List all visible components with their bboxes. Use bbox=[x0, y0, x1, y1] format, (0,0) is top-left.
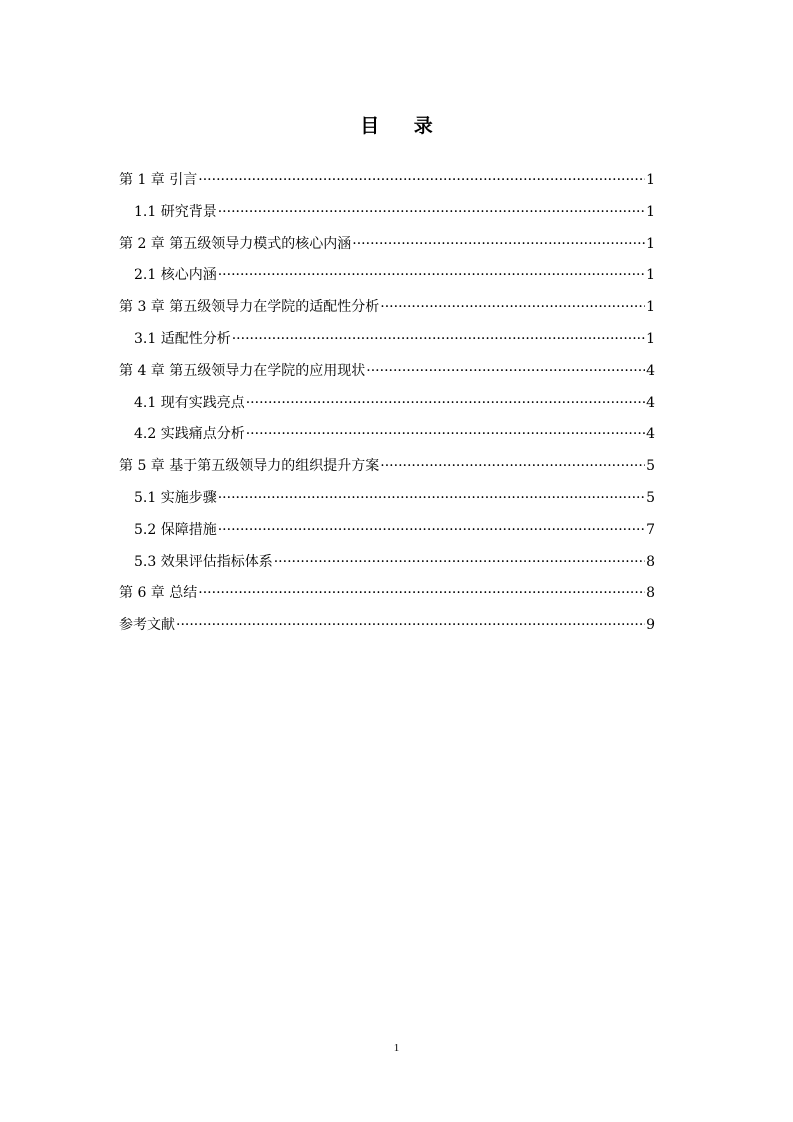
toc-entry-title: 4.2 实践痛点分析 bbox=[134, 426, 245, 443]
toc-entry-title: 4.1 现有实践亮点 bbox=[134, 394, 245, 411]
toc-entry-page: 1 bbox=[646, 330, 655, 347]
toc-entry-page: 4 bbox=[646, 362, 655, 379]
toc-entry-section-4-1[interactable] bbox=[119, 391, 655, 423]
toc-entry-chapter-6[interactable] bbox=[119, 581, 655, 613]
toc-entry-page: 8 bbox=[646, 553, 655, 570]
toc-entry-page: 7 bbox=[646, 521, 655, 538]
toc-dot-leader bbox=[232, 327, 645, 351]
toc-dot-leader bbox=[218, 263, 645, 287]
toc-dot-leader bbox=[198, 168, 645, 192]
page-title: 目 录 bbox=[360, 115, 447, 137]
toc-entry-chapter-1[interactable] bbox=[119, 168, 655, 200]
toc-dot-leader bbox=[246, 422, 645, 446]
toc-entry-page: 1 bbox=[646, 172, 655, 188]
toc-entry-page: 5 bbox=[646, 489, 655, 506]
toc-entry-title: 5.3 效果评估指标体系 bbox=[134, 553, 273, 570]
toc-entry-page: 5 bbox=[646, 458, 655, 475]
toc-entry-title: 第 5 章 基于第五级领导力的组织提升方案 bbox=[119, 458, 380, 475]
toc-entry-title: 第 6 章 总结 bbox=[119, 585, 198, 602]
page-number: 1 bbox=[393, 1042, 400, 1054]
toc-entry-page: 1 bbox=[646, 203, 655, 220]
table-of-contents bbox=[119, 168, 655, 645]
toc-entry-section-5-1[interactable] bbox=[119, 486, 655, 518]
toc-entry-title: 第 4 章 第五级领导力在学院的应用现状 bbox=[119, 362, 366, 379]
toc-entry-page: 4 bbox=[646, 426, 655, 443]
toc-entry-section-4-2[interactable] bbox=[119, 422, 655, 454]
toc-entry-title: 3.1 适配性分析 bbox=[134, 330, 231, 347]
toc-dot-leader bbox=[352, 232, 645, 256]
toc-entry-section-5-3[interactable] bbox=[119, 550, 655, 582]
toc-entry-page: 9 bbox=[646, 617, 655, 634]
toc-entry-title: 5.2 保障措施 bbox=[134, 521, 217, 538]
toc-dot-leader bbox=[380, 454, 645, 478]
toc-entry-chapter-5[interactable] bbox=[119, 454, 655, 486]
toc-entry-title: 第 3 章 第五级领导力在学院的适配性分析 bbox=[119, 299, 380, 316]
toc-entry-page: 1 bbox=[646, 267, 655, 284]
toc-entry-chapter-3[interactable] bbox=[119, 295, 655, 327]
toc-dot-leader bbox=[218, 486, 645, 510]
toc-entry-references[interactable] bbox=[119, 613, 655, 645]
toc-dot-leader bbox=[274, 550, 645, 574]
toc-entry-title: 第 2 章 第五级领导力模式的核心内涵 bbox=[119, 235, 352, 252]
toc-dot-leader bbox=[380, 295, 645, 319]
toc-entry-section-1-1[interactable] bbox=[119, 200, 655, 232]
toc-entry-title: 参考文献 bbox=[119, 617, 175, 634]
toc-entry-page: 1 bbox=[646, 235, 655, 252]
toc-dot-leader bbox=[176, 613, 645, 637]
toc-entry-title: 5.1 实施步骤 bbox=[134, 489, 217, 506]
toc-entry-page: 4 bbox=[646, 394, 655, 411]
toc-entry-page: 8 bbox=[646, 585, 655, 602]
toc-entry-title: 2.1 核心内涵 bbox=[134, 267, 217, 284]
toc-dot-leader bbox=[246, 391, 645, 415]
toc-dot-leader bbox=[218, 518, 645, 542]
toc-entry-page: 1 bbox=[646, 299, 655, 316]
toc-dot-leader bbox=[218, 200, 645, 224]
toc-entry-section-2-1[interactable] bbox=[119, 263, 655, 295]
toc-dot-leader bbox=[366, 359, 645, 383]
toc-entry-section-5-2[interactable] bbox=[119, 518, 655, 550]
toc-entry-chapter-2[interactable] bbox=[119, 232, 655, 264]
toc-entry-chapter-4[interactable] bbox=[119, 359, 655, 391]
toc-entry-section-3-1[interactable] bbox=[119, 327, 655, 359]
toc-entry-title: 1.1 研究背景 bbox=[134, 203, 217, 220]
toc-entry-title: 第 1 章 引言 bbox=[119, 172, 198, 188]
toc-dot-leader bbox=[198, 581, 645, 605]
